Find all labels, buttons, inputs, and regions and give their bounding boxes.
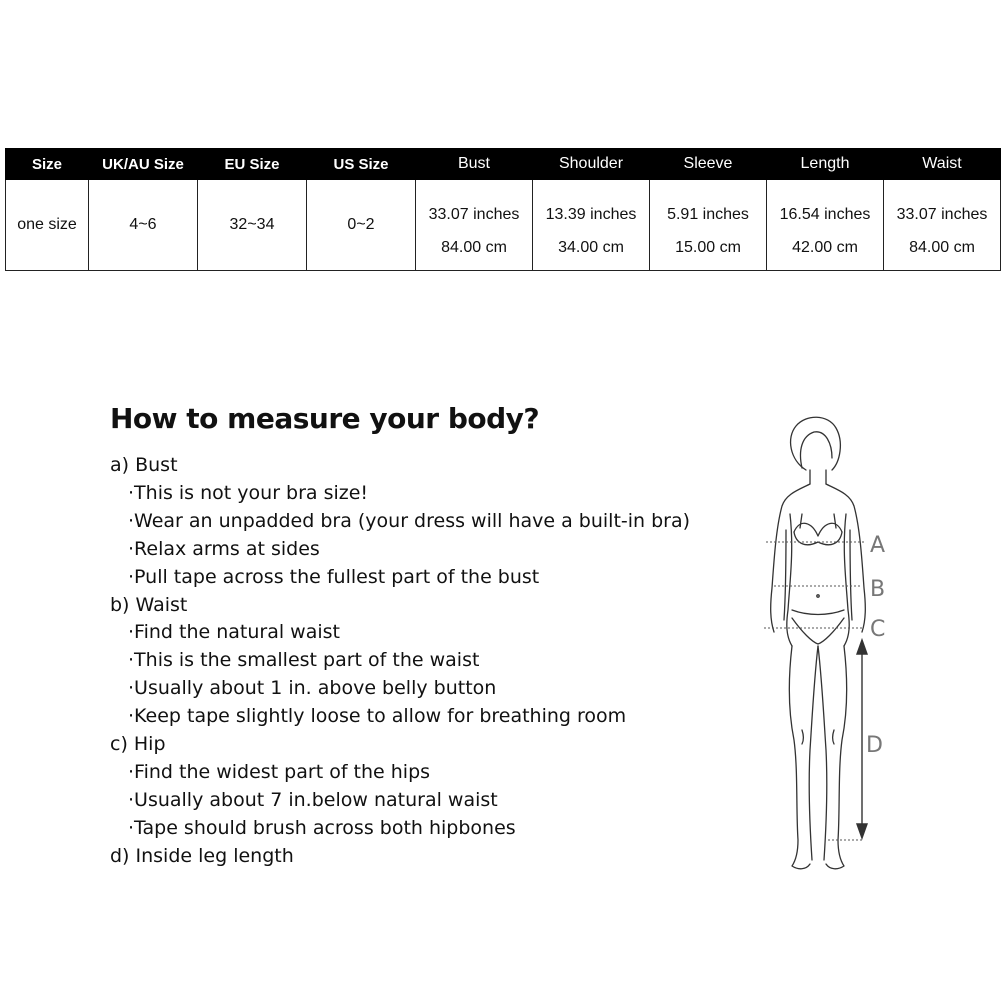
section-title: c) Hip (110, 733, 166, 756)
measure-guide-title: How to measure your body? (110, 402, 540, 435)
size-chart-table (5, 148, 1001, 271)
list-item: ·Keep tape slightly loose to allow for breathing room (128, 705, 627, 728)
list-item: ·Usually about 1 in. above belly button (128, 677, 497, 700)
cell-uk-au: 4~6 (89, 180, 198, 271)
list-item: ·Pull tape across the fullest part of the bust (128, 565, 540, 588)
list-item: ·Find the natural waist (128, 621, 340, 644)
header-shoulder: Shoulder (533, 149, 650, 180)
cell-length-cm: 42.00 cm (767, 226, 884, 271)
header-eu-size: EU Size (198, 149, 307, 180)
section-bust (110, 452, 690, 592)
cell-bust-cm: 84.00 cm (416, 226, 533, 271)
figure-label-b: B (870, 577, 886, 602)
figure-label-a: A (870, 533, 886, 558)
cell-sleeve-inches: 5.91 inches (650, 180, 767, 227)
measure-guide-list (110, 452, 690, 871)
table-row-inches (6, 180, 1001, 227)
section-title: b) Waist (110, 593, 188, 616)
cell-size: one size (6, 180, 89, 271)
header-waist: Waist (884, 149, 1001, 180)
section-inside-leg (110, 843, 690, 871)
cell-shoulder-cm: 34.00 cm (533, 226, 650, 271)
cell-sleeve-cm: 15.00 cm (650, 226, 767, 271)
figure-label-d: D (866, 733, 883, 758)
list-item: ·Wear an unpadded bra (your dress will have a built-in bra) (128, 509, 691, 532)
header-length: Length (767, 149, 884, 180)
header-us-size: US Size (307, 149, 416, 180)
list-item: ·Find the widest part of the hips (128, 760, 431, 783)
figure-label-c: C (870, 617, 886, 642)
header-sleeve: Sleeve (650, 149, 767, 180)
cell-shoulder-inches: 13.39 inches (533, 180, 650, 227)
body-measurement-figure (740, 410, 900, 880)
cell-waist-inches: 33.07 inches (884, 180, 1001, 227)
cell-bust-inches: 33.07 inches (416, 180, 533, 227)
list-item: ·Usually about 7 in.below natural waist (128, 788, 498, 811)
list-item: ·Relax arms at sides (128, 537, 320, 560)
cell-length-inches: 16.54 inches (767, 180, 884, 227)
header-size: Size (6, 149, 89, 180)
cell-waist-cm: 84.00 cm (884, 226, 1001, 271)
section-hip (110, 731, 690, 843)
list-item: ·This is the smallest part of the waist (128, 649, 480, 672)
header-bust: Bust (416, 149, 533, 180)
cell-us: 0~2 (307, 180, 416, 271)
list-item: ·This is not your bra size! (128, 481, 369, 504)
section-waist (110, 592, 690, 732)
header-uk-au-size: UK/AU Size (89, 149, 198, 180)
table-header-row (6, 149, 1001, 180)
section-title: a) Bust (110, 454, 178, 476)
cell-eu: 32~34 (198, 180, 307, 271)
section-title: d) Inside leg length (110, 844, 294, 867)
list-item: ·Tape should brush across both hipbones (128, 816, 516, 839)
